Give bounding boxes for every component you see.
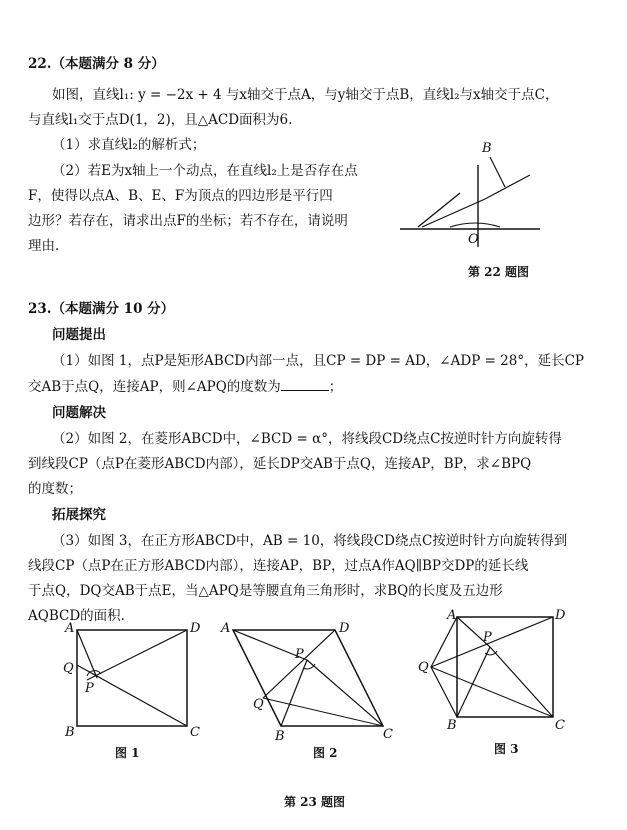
q22-label-b: B xyxy=(482,141,492,156)
fig1-label-d: D xyxy=(190,621,201,636)
q22-part2-line1: （2）若E为x轴上一个动点，在直线l₂上是否存在点 xyxy=(52,163,358,179)
fig3-label-c: C xyxy=(555,718,565,730)
q23-part3-line4: AQBCD的面积. xyxy=(28,608,125,624)
q22-label-o: O xyxy=(468,232,479,247)
q23-part2-line1: （2）如图 2，在菱形ABCD中，∠BCD = α°，将线段CD绕点C按逆时针方向旋转得 xyxy=(52,431,562,447)
fig1-label-a: A xyxy=(65,621,75,636)
fig2-label-b: B xyxy=(275,729,285,743)
q23-part1-line2-text: 交AB于点Q，连接AP，则∠APQ的度数为 xyxy=(28,379,281,395)
q22-line2: 与直线l₁交于点D(1，2)，且△ACD面积为6. xyxy=(28,112,293,128)
q23-section-3: 拓展探究 xyxy=(52,507,106,523)
fig2-label-c: C xyxy=(383,727,393,742)
fig2-label-p: P xyxy=(295,647,304,662)
fig3-caption: 图 3 xyxy=(494,742,519,756)
q23-heading: 23.（本题满分 10 分） xyxy=(28,301,175,317)
q23-figure-1 xyxy=(55,618,215,738)
q22-figure-caption: 第 22 题图 xyxy=(468,265,530,279)
q23-part2-line2: 到线段CP（点P在菱形ABCD内部），延长DP交AB于点Q，连接AP，BP，求∠BPQ xyxy=(28,456,532,472)
fig2-label-a: A xyxy=(221,621,231,636)
q22-part2-line2: F，使得以点A、B、E、F为顶点的四边形是平行四 xyxy=(28,188,333,204)
fig2-label-d: D xyxy=(339,621,350,636)
answer-blank[interactable] xyxy=(281,377,329,391)
q22-part2-line4: 理由. xyxy=(28,238,60,254)
fig1-label-p: P xyxy=(85,681,94,696)
q23-part3-line1: （3）如图 3，在正方形ABCD中，AB = 10，将线段CD绕点C按逆时针方向旋转得到 xyxy=(52,533,568,549)
q23-figure-2 xyxy=(215,618,395,743)
fig1-label-q: Q xyxy=(63,661,74,676)
fig3-label-d: D xyxy=(555,608,566,623)
fig3-label-p: P xyxy=(483,630,492,645)
q23-figure-caption: 第 23 题图 xyxy=(284,795,346,809)
q23-part2-line3: 的度数； xyxy=(28,481,82,497)
q22-part2-line3: 边形？若存在，请求出点F的坐标；若不存在，请说明 xyxy=(28,213,348,229)
fig1-label-c: C xyxy=(190,725,200,738)
fig1-caption: 图 1 xyxy=(115,746,140,760)
fig1-label-b: B xyxy=(65,725,75,738)
q22-figure xyxy=(390,135,550,255)
q22-part1: （1）求直线l₂的解析式； xyxy=(52,137,206,153)
q23-part1-line2-end: ； xyxy=(328,379,343,395)
q23-part1-line2 xyxy=(28,377,342,396)
q22-line1: 如图，直线l₁: y = −2x + 4 与x轴交于点A，与y轴交于点B，直线l₂与x轴交于点C， xyxy=(52,87,559,103)
fig2-caption: 图 2 xyxy=(313,746,338,760)
fig3-label-a: A xyxy=(447,608,457,623)
q23-part1-line1: （1）如图 1，点P是矩形ABCD内部一点，且CP = DP = AD，∠ADP = 28°，延长CP xyxy=(52,353,585,369)
fig3-label-q: Q xyxy=(418,660,429,675)
q23-part3-line2: 线段CP（点P在正方形ABCD内部），连接AP，BP，过点A作AQ∥BP交DP的延长线 xyxy=(28,558,529,574)
fig3-label-b: B xyxy=(447,718,457,730)
q23-figure-3 xyxy=(415,605,585,730)
q23-part3-line3: 于点Q，DQ交AB于点E，当△APQ是等腰直角三角形时，求BQ的长度及五边形 xyxy=(28,583,503,599)
q22-heading: 22.（本题满分 8 分） xyxy=(28,56,165,72)
q23-section-1: 问题提出 xyxy=(52,327,106,343)
fig2-label-q: Q xyxy=(253,697,264,712)
q23-section-2: 问题解决 xyxy=(52,405,106,421)
